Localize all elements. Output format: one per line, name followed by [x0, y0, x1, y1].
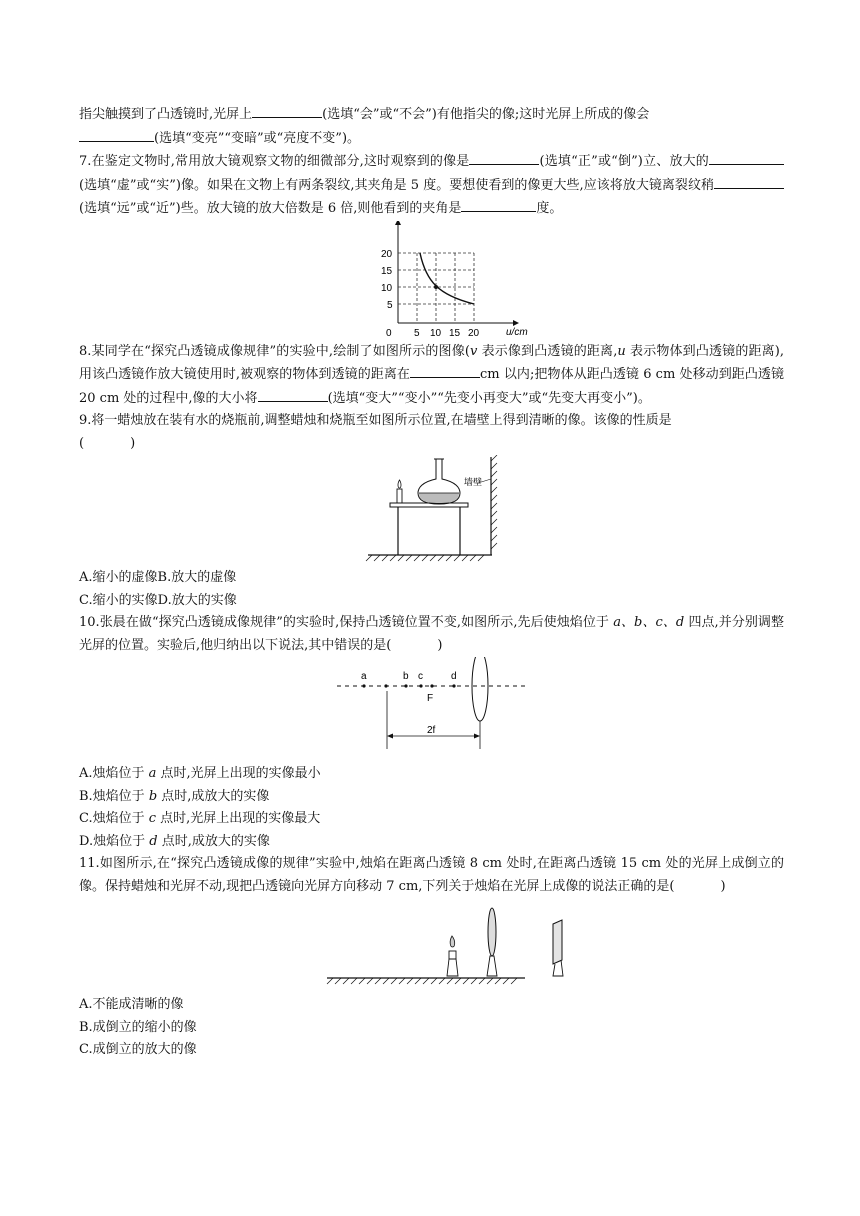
wall-label: 墙壁 [464, 477, 483, 487]
dot [384, 684, 387, 687]
y-axis-label [386, 221, 407, 224]
q9-figure [79, 455, 784, 567]
q9-options-row-2 [79, 590, 784, 613]
x-tick-0: 0 [386, 327, 392, 339]
x-tick-5: 5 [414, 327, 420, 339]
q8-graph-figure [79, 221, 784, 341]
y-tick-15: 15 [381, 265, 393, 277]
q9-options-row-1 [79, 567, 784, 590]
option-b[interactable]: B.放大的虚像 [157, 570, 237, 585]
candle-flame [398, 480, 401, 488]
label-c: c [418, 671, 423, 682]
bench-hatch [327, 978, 517, 984]
y-tick-5: 5 [387, 299, 393, 311]
lens-holder [487, 956, 497, 976]
question-9: 9.将一蜡烛放在装有水的烧瓶前,调整蜡烛和烧瓶至如图所示位置,在墙壁上得到清晰的像。该像的性质是 ( ) [79, 413, 672, 451]
candle-flame [450, 936, 455, 947]
flask-candle-diagram [79, 455, 784, 567]
y-tick-20: 20 [381, 248, 393, 260]
y-tick-10: 10 [381, 282, 393, 294]
focus-point [430, 684, 433, 687]
answer-blank[interactable] [461, 197, 536, 212]
q10-option-d[interactable]: D.烛焰位于 d 点时,成放大的实像 [79, 833, 270, 849]
point-b [404, 684, 407, 687]
light-screen [553, 920, 562, 964]
point-a [362, 684, 365, 687]
convex-lens [488, 908, 496, 956]
v-u-graph [79, 221, 784, 341]
answer-blank[interactable] [252, 103, 322, 118]
q10-figure [79, 657, 784, 763]
question-7: 7.在鉴定文物时,常用放大镜观察文物的细微部分,这时观察到的像是 (选填“正”或“倒”)立、放大的(选填“虚”或“实”)像。如果在文物上有两条裂纹,其夹角是 5 度。要想使看到的像更大些,应该将放大镜离裂纹稍(选填“远”或“近”)些。放大镜的放大倍数是 6 倍,则他看到的夹角是 度。 [79, 150, 784, 221]
label-F: F [427, 693, 434, 704]
answer-blank[interactable] [709, 150, 784, 165]
x-tick-20: 20 [468, 327, 480, 339]
option-a[interactable]: A.缩小的虚像 [79, 570, 158, 585]
q6-continuation: 指尖触摸到了凸透镜时,光屏上 (选填“会”或“不会”)有他指尖的像;这时光屏上所成的像会 (选填“变亮”“变暗”或“亮度不变”)。 [79, 103, 784, 150]
question-8: 8.某同学在“探究凸透镜成像规律”的实验中,绘制了如图所示的图像(v 表示像到凸透镜的距离,u 表示物体到凸透镜的距离),用该凸透镜作放大镜使用时,被观察的物体到透镜的距离在 cm 以内;把物体从距凸透镜 6 cm 处移动到距凸透镜 20 cm 处的过程中,像的大小将 (选填“变大”“变小”“先变小再变大”或“先变大再变小”)。 [79, 343, 785, 406]
polygon [387, 734, 393, 739]
option-d[interactable]: D.放大的实像 [157, 592, 237, 608]
point-10-10 [434, 285, 438, 289]
x-tick-10: 10 [430, 327, 442, 339]
point-c [419, 684, 422, 687]
worksheet-page [79, 103, 784, 1062]
lens-points-diagram [79, 657, 784, 763]
answer-blank[interactable] [714, 174, 784, 189]
q11-option-c[interactable]: C.成倒立的放大的像 [79, 1042, 197, 1057]
option-c[interactable]: C.缩小的实像 [79, 592, 158, 608]
x-axis-arrow [513, 320, 519, 326]
x-axis-label: u/cm [506, 326, 528, 338]
q11-option-b[interactable]: B.成倒立的缩小的像 [79, 1019, 197, 1035]
x-tick-15: 15 [449, 327, 461, 339]
wall-hatch [491, 455, 497, 549]
answer-blank[interactable] [258, 387, 328, 402]
answer-blank[interactable] [469, 150, 539, 165]
polygon [474, 734, 480, 739]
label-a: a [361, 671, 367, 682]
rect [449, 951, 456, 959]
q11-option-a[interactable]: A.不能成清晰的像 [79, 997, 184, 1012]
candle-lens-screen-diagram [79, 898, 784, 994]
answer-blank[interactable] [410, 363, 480, 378]
q10-option-c[interactable]: C.烛焰位于 c 点时,光屏上出现的实像最大 [79, 811, 321, 826]
ground-hatch [366, 555, 484, 561]
q10-option-b[interactable]: B.烛焰位于 b 点时,成放大的实像 [79, 788, 270, 804]
label-2f: 2f [427, 725, 436, 736]
answer-blank[interactable] [79, 127, 154, 142]
v-u-curve [420, 253, 474, 304]
point-d [452, 684, 455, 687]
q11-figure [79, 898, 784, 994]
candle-holder [447, 959, 458, 976]
q10-option-a[interactable]: A.烛焰位于 a 点时,光屏上出现的实像最小 [79, 766, 321, 781]
label-b: b [403, 671, 409, 682]
candle [397, 489, 402, 503]
question-10: 10.张晨在做“探究凸透镜成像规律”的实验时,保持凸透镜位置不变,如图所示,先后使烛焰位于 a、b、c、d 四点,并分别调整光屏的位置。实验后,他归纳出以下说法,其中错误的是( ) [79, 615, 784, 653]
label-d: d [451, 671, 457, 682]
question-11: 11.如图所示,在“探究凸透镜成像的规律”实验中,烛焰在距离凸透镜 8 cm 处时,在距离凸透镜 15 cm 处的光屏上成倒立的像。保持蜡烛和光屏不动,现把凸透镜向光屏方向移动 7 cm,下列关于烛焰在光屏上成像的说法正确的是( ) [79, 856, 784, 894]
convex-lens [472, 657, 488, 721]
